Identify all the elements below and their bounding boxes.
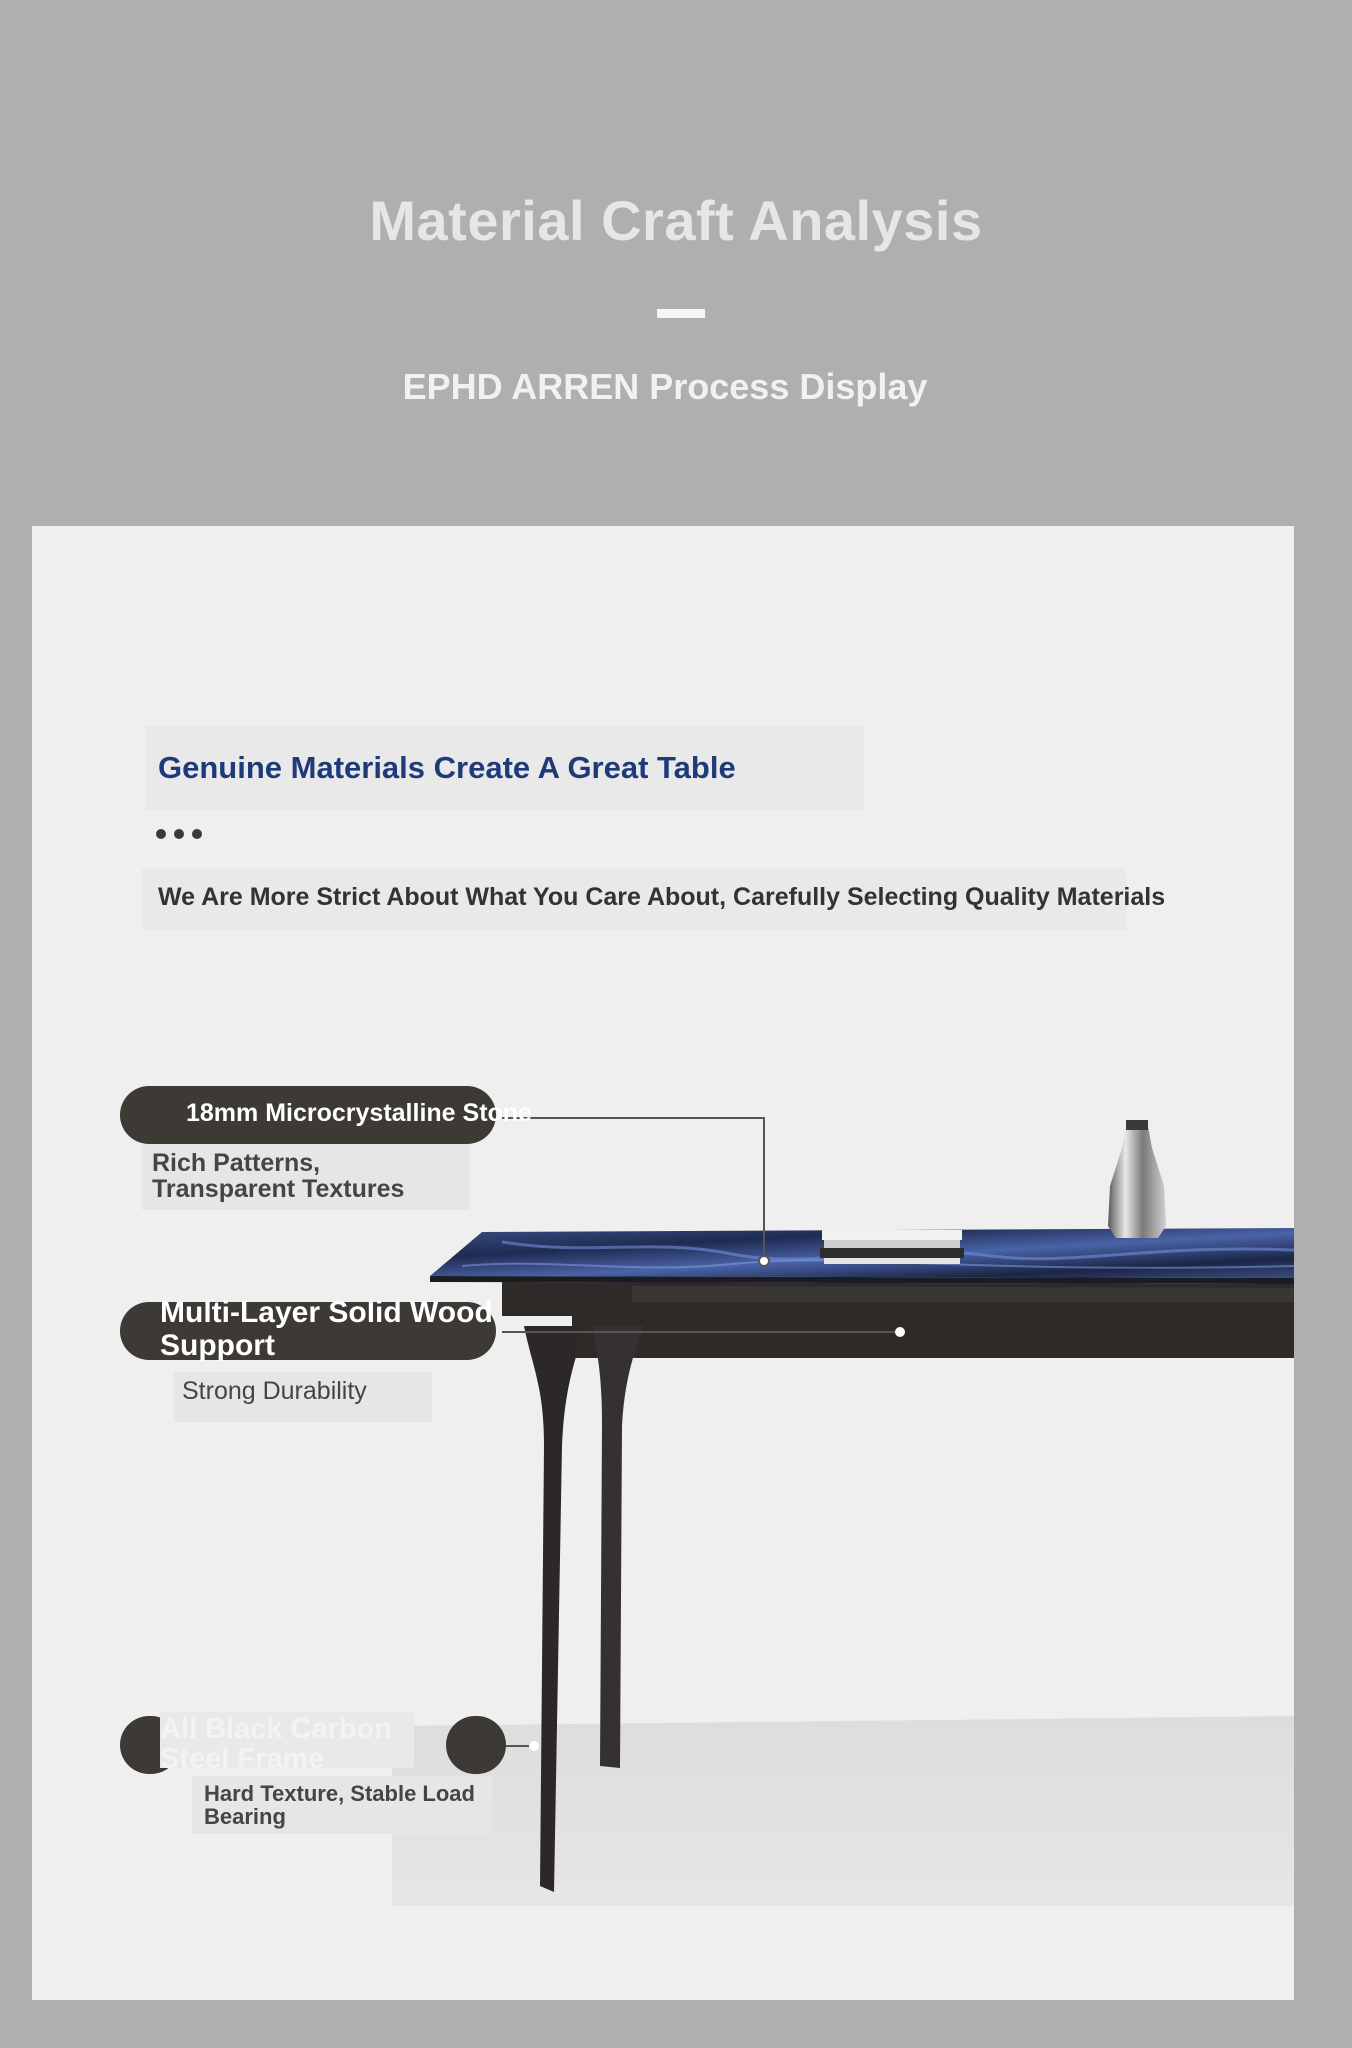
feature-description-wood: Strong Durability <box>182 1377 367 1405</box>
intro-subtitle: We Are More Strict About What You Care About, Carefully Selecting Quality Materials <box>158 883 1166 911</box>
intro-title: Genuine Materials Create A Great Table <box>158 750 736 785</box>
feature-description-steel: Hard Texture, Stable Load Bearing <box>204 1781 475 1830</box>
vase <box>1108 1126 1166 1238</box>
feature-label-text: 18mm Microcrystalline Stone <box>186 1099 532 1127</box>
title-divider <box>657 309 705 318</box>
material-panel <box>32 526 1294 2000</box>
feature-label-steel-right <box>446 1716 506 1774</box>
feature-label-text: Multi-Layer Solid Wood Support <box>160 1296 493 1362</box>
feature-label-stone <box>120 1086 532 1144</box>
page-subtitle: EPHD ARREN Process Display <box>402 366 928 407</box>
feature-description-stone: Rich Patterns, Transparent Textures <box>152 1149 405 1204</box>
feature-label-steel: All Black Carbon Steel Frame <box>160 1713 393 1776</box>
feature-label-wood <box>120 1296 496 1362</box>
page-title: Material Craft Analysis <box>369 189 983 252</box>
